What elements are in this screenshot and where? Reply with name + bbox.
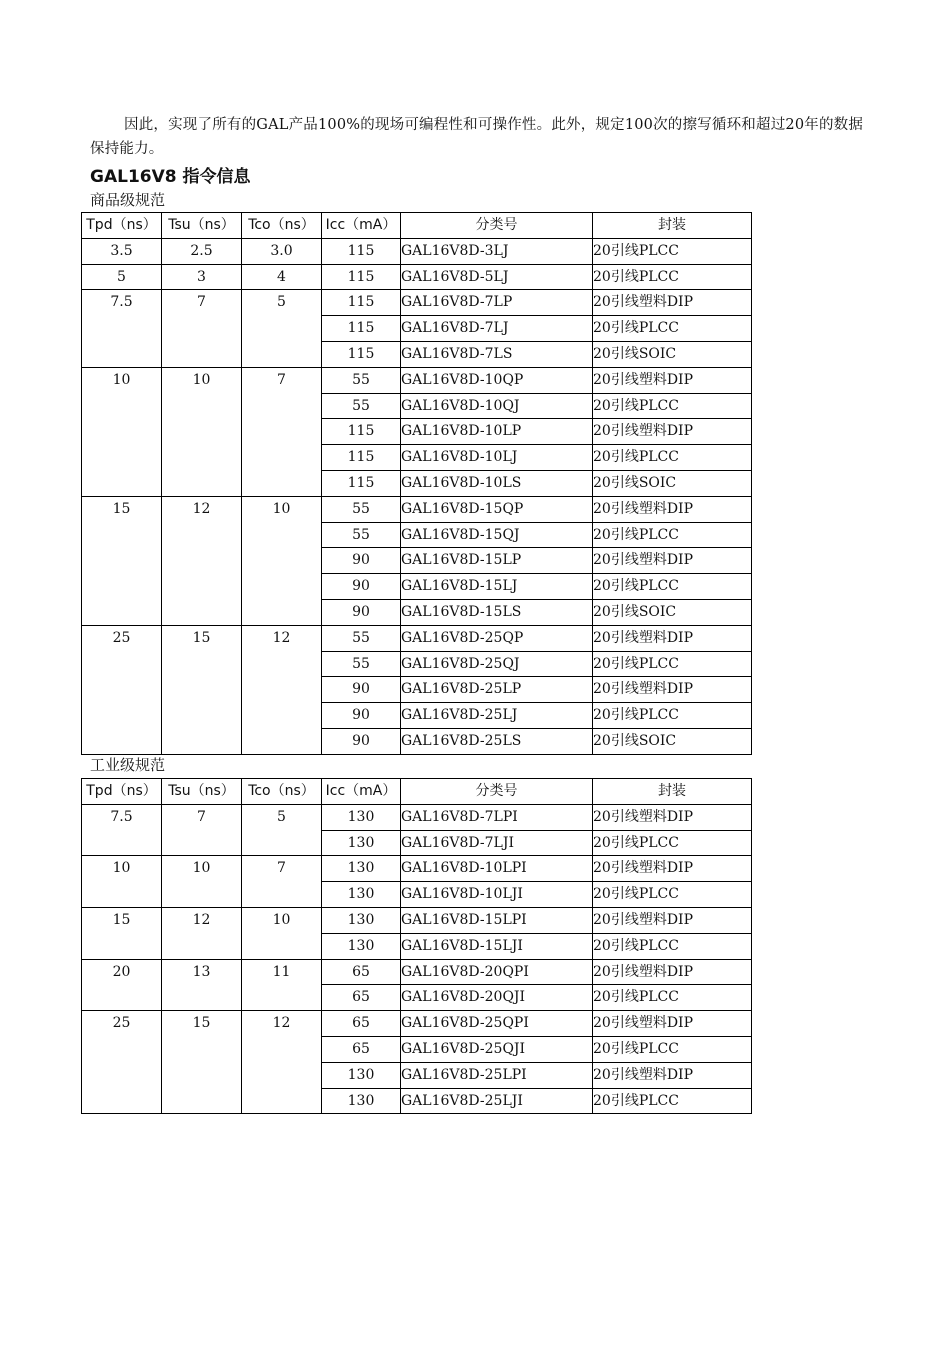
icc-cell: 55 — [322, 522, 401, 548]
part-number-cell: GAL16V8D-15QJ — [401, 522, 593, 548]
icc-cell: 90 — [322, 703, 401, 729]
package-cell: 20引线塑料DIP — [593, 1011, 752, 1037]
part-number-cell: GAL16V8D-15LPI — [401, 907, 593, 933]
table-row — [82, 804, 752, 830]
package-cell: 20引线PLCC — [593, 445, 752, 471]
part-number-cell: GAL16V8D-25QPI — [401, 1011, 593, 1037]
part-number-cell: GAL16V8D-10LS — [401, 470, 593, 496]
part-number-cell: GAL16V8D-25LPI — [401, 1062, 593, 1088]
tsu-cell: 10 — [162, 856, 242, 908]
table-row — [82, 959, 752, 985]
table-row — [82, 907, 752, 933]
part-number-cell: GAL16V8D-25LP — [401, 677, 593, 703]
industrial-spec-table — [81, 778, 752, 1114]
tco-cell: 7 — [242, 367, 322, 496]
icc-cell: 55 — [322, 367, 401, 393]
icc-cell: 130 — [322, 830, 401, 856]
tsu-cell: 12 — [162, 496, 242, 625]
package-cell: 20引线塑料DIP — [593, 677, 752, 703]
package-cell: 20引线SOIC — [593, 599, 752, 625]
package-cell: 20引线PLCC — [593, 651, 752, 677]
part-number-cell: GAL16V8D-25QJ — [401, 651, 593, 677]
table-row — [82, 290, 752, 316]
tpd-cell: 3.5 — [82, 238, 162, 264]
header-part-number: 分类号 — [401, 779, 593, 805]
part-number-cell: GAL16V8D-15LJ — [401, 574, 593, 600]
tsu-cell: 7 — [162, 290, 242, 367]
tpd-cell: 15 — [82, 907, 162, 959]
tpd-cell: 10 — [82, 856, 162, 908]
tpd-cell: 25 — [82, 625, 162, 754]
package-cell: 20引线PLCC — [593, 316, 752, 342]
part-number-cell: GAL16V8D-25LS — [401, 728, 593, 754]
industrial-spec-label: 工业级规范 — [90, 756, 166, 774]
package-cell: 20引线塑料DIP — [593, 367, 752, 393]
package-cell: 20引线PLCC — [593, 1088, 752, 1114]
tco-cell: 5 — [242, 290, 322, 367]
tco-cell: 3.0 — [242, 238, 322, 264]
part-number-cell: GAL16V8D-10LJ — [401, 445, 593, 471]
part-number-cell: GAL16V8D-5LJ — [401, 264, 593, 290]
header-icc: Icc（mA） — [322, 213, 401, 239]
commercial-spec-label: 商品级规范 — [90, 191, 166, 209]
icc-cell: 130 — [322, 1062, 401, 1088]
header-package: 封装 — [593, 779, 752, 805]
part-number-cell: GAL16V8D-7LJ — [401, 316, 593, 342]
table-row — [82, 1011, 752, 1037]
package-cell: 20引线塑料DIP — [593, 419, 752, 445]
icc-cell: 115 — [322, 238, 401, 264]
icc-cell: 130 — [322, 907, 401, 933]
header-tco: Tco（ns） — [242, 213, 322, 239]
part-number-cell: GAL16V8D-25QJI — [401, 1036, 593, 1062]
tco-cell: 11 — [242, 959, 322, 1011]
icc-cell: 55 — [322, 651, 401, 677]
tpd-cell: 7.5 — [82, 804, 162, 856]
icc-cell: 65 — [322, 985, 401, 1011]
package-cell: 20引线PLCC — [593, 574, 752, 600]
tco-cell: 4 — [242, 264, 322, 290]
icc-cell: 115 — [322, 316, 401, 342]
package-cell: 20引线PLCC — [593, 238, 752, 264]
section-title: GAL16V8 指令信息 — [90, 167, 251, 187]
icc-cell: 55 — [322, 625, 401, 651]
icc-cell: 90 — [322, 677, 401, 703]
part-number-cell: GAL16V8D-10LPI — [401, 856, 593, 882]
header-tco: Tco（ns） — [242, 779, 322, 805]
icc-cell: 90 — [322, 599, 401, 625]
part-number-cell: GAL16V8D-25LJ — [401, 703, 593, 729]
tsu-cell: 10 — [162, 367, 242, 496]
part-number-cell: GAL16V8D-3LJ — [401, 238, 593, 264]
package-cell: 20引线PLCC — [593, 830, 752, 856]
tpd-cell: 20 — [82, 959, 162, 1011]
tco-cell: 10 — [242, 496, 322, 625]
icc-cell: 130 — [322, 804, 401, 830]
package-cell: 20引线PLCC — [593, 882, 752, 908]
package-cell: 20引线PLCC — [593, 522, 752, 548]
tpd-cell: 25 — [82, 1011, 162, 1114]
tpd-cell: 15 — [82, 496, 162, 625]
part-number-cell: GAL16V8D-7LS — [401, 341, 593, 367]
tsu-cell: 15 — [162, 1011, 242, 1114]
part-number-cell: GAL16V8D-20QJI — [401, 985, 593, 1011]
package-cell: 20引线塑料DIP — [593, 290, 752, 316]
header-icc: Icc（mA） — [322, 779, 401, 805]
icc-cell: 55 — [322, 496, 401, 522]
package-cell: 20引线PLCC — [593, 1036, 752, 1062]
table-header-row — [82, 779, 752, 805]
part-number-cell: GAL16V8D-25QP — [401, 625, 593, 651]
package-cell: 20引线塑料DIP — [593, 856, 752, 882]
part-number-cell: GAL16V8D-10LP — [401, 419, 593, 445]
header-tpd: Tpd（ns） — [82, 779, 162, 805]
tco-cell: 5 — [242, 804, 322, 856]
package-cell: 20引线SOIC — [593, 470, 752, 496]
header-tsu: Tsu（ns） — [162, 213, 242, 239]
icc-cell: 115 — [322, 264, 401, 290]
part-number-cell: GAL16V8D-20QPI — [401, 959, 593, 985]
icc-cell: 115 — [322, 470, 401, 496]
icc-cell: 55 — [322, 393, 401, 419]
table-row — [82, 856, 752, 882]
header-tpd: Tpd（ns） — [82, 213, 162, 239]
icc-cell: 130 — [322, 1088, 401, 1114]
tsu-cell: 2.5 — [162, 238, 242, 264]
package-cell: 20引线SOIC — [593, 341, 752, 367]
icc-cell: 90 — [322, 548, 401, 574]
package-cell: 20引线塑料DIP — [593, 907, 752, 933]
tsu-cell: 13 — [162, 959, 242, 1011]
icc-cell: 65 — [322, 1036, 401, 1062]
header-package: 封装 — [593, 213, 752, 239]
tco-cell: 12 — [242, 1011, 322, 1114]
tsu-cell: 7 — [162, 804, 242, 856]
icc-cell: 90 — [322, 728, 401, 754]
part-number-cell: GAL16V8D-10QP — [401, 367, 593, 393]
icc-cell: 65 — [322, 1011, 401, 1037]
tsu-cell: 12 — [162, 907, 242, 959]
intro-paragraph: 因此，实现了所有的GAL产品100%的现场可编程性和可操作性。此外，规定100次的擦写循环和超过20年的数据保持能力。 — [90, 117, 864, 157]
commercial-spec-table — [81, 212, 752, 755]
icc-cell: 90 — [322, 574, 401, 600]
icc-cell: 130 — [322, 856, 401, 882]
icc-cell: 115 — [322, 290, 401, 316]
part-number-cell: GAL16V8D-7LJI — [401, 830, 593, 856]
package-cell: 20引线PLCC — [593, 985, 752, 1011]
package-cell: 20引线塑料DIP — [593, 625, 752, 651]
table-row — [82, 367, 752, 393]
icc-cell: 130 — [322, 882, 401, 908]
part-number-cell: GAL16V8D-15LJI — [401, 933, 593, 959]
table-row — [82, 496, 752, 522]
part-number-cell: GAL16V8D-10QJ — [401, 393, 593, 419]
package-cell: 20引线PLCC — [593, 703, 752, 729]
tco-cell: 12 — [242, 625, 322, 754]
package-cell: 20引线PLCC — [593, 393, 752, 419]
tsu-cell: 3 — [162, 264, 242, 290]
package-cell: 20引线SOIC — [593, 728, 752, 754]
package-cell: 20引线PLCC — [593, 264, 752, 290]
table-row — [82, 625, 752, 651]
tsu-cell: 15 — [162, 625, 242, 754]
package-cell: 20引线塑料DIP — [593, 496, 752, 522]
part-number-cell: GAL16V8D-15QP — [401, 496, 593, 522]
part-number-cell: GAL16V8D-10LJI — [401, 882, 593, 908]
icc-cell: 130 — [322, 933, 401, 959]
package-cell: 20引线PLCC — [593, 933, 752, 959]
part-number-cell: GAL16V8D-25LJI — [401, 1088, 593, 1114]
tpd-cell: 7.5 — [82, 290, 162, 367]
icc-cell: 115 — [322, 341, 401, 367]
package-cell: 20引线塑料DIP — [593, 804, 752, 830]
part-number-cell: GAL16V8D-7LP — [401, 290, 593, 316]
tpd-cell: 5 — [82, 264, 162, 290]
header-tsu: Tsu（ns） — [162, 779, 242, 805]
table-row — [82, 264, 752, 290]
header-part-number: 分类号 — [401, 213, 593, 239]
table-row — [82, 238, 752, 264]
part-number-cell: GAL16V8D-15LS — [401, 599, 593, 625]
package-cell: 20引线塑料DIP — [593, 548, 752, 574]
icc-cell: 115 — [322, 445, 401, 471]
part-number-cell: GAL16V8D-7LPI — [401, 804, 593, 830]
tco-cell: 7 — [242, 856, 322, 908]
part-number-cell: GAL16V8D-15LP — [401, 548, 593, 574]
package-cell: 20引线塑料DIP — [593, 959, 752, 985]
table-header-row — [82, 213, 752, 239]
icc-cell: 115 — [322, 419, 401, 445]
package-cell: 20引线塑料DIP — [593, 1062, 752, 1088]
tco-cell: 10 — [242, 907, 322, 959]
icc-cell: 65 — [322, 959, 401, 985]
tpd-cell: 10 — [82, 367, 162, 496]
